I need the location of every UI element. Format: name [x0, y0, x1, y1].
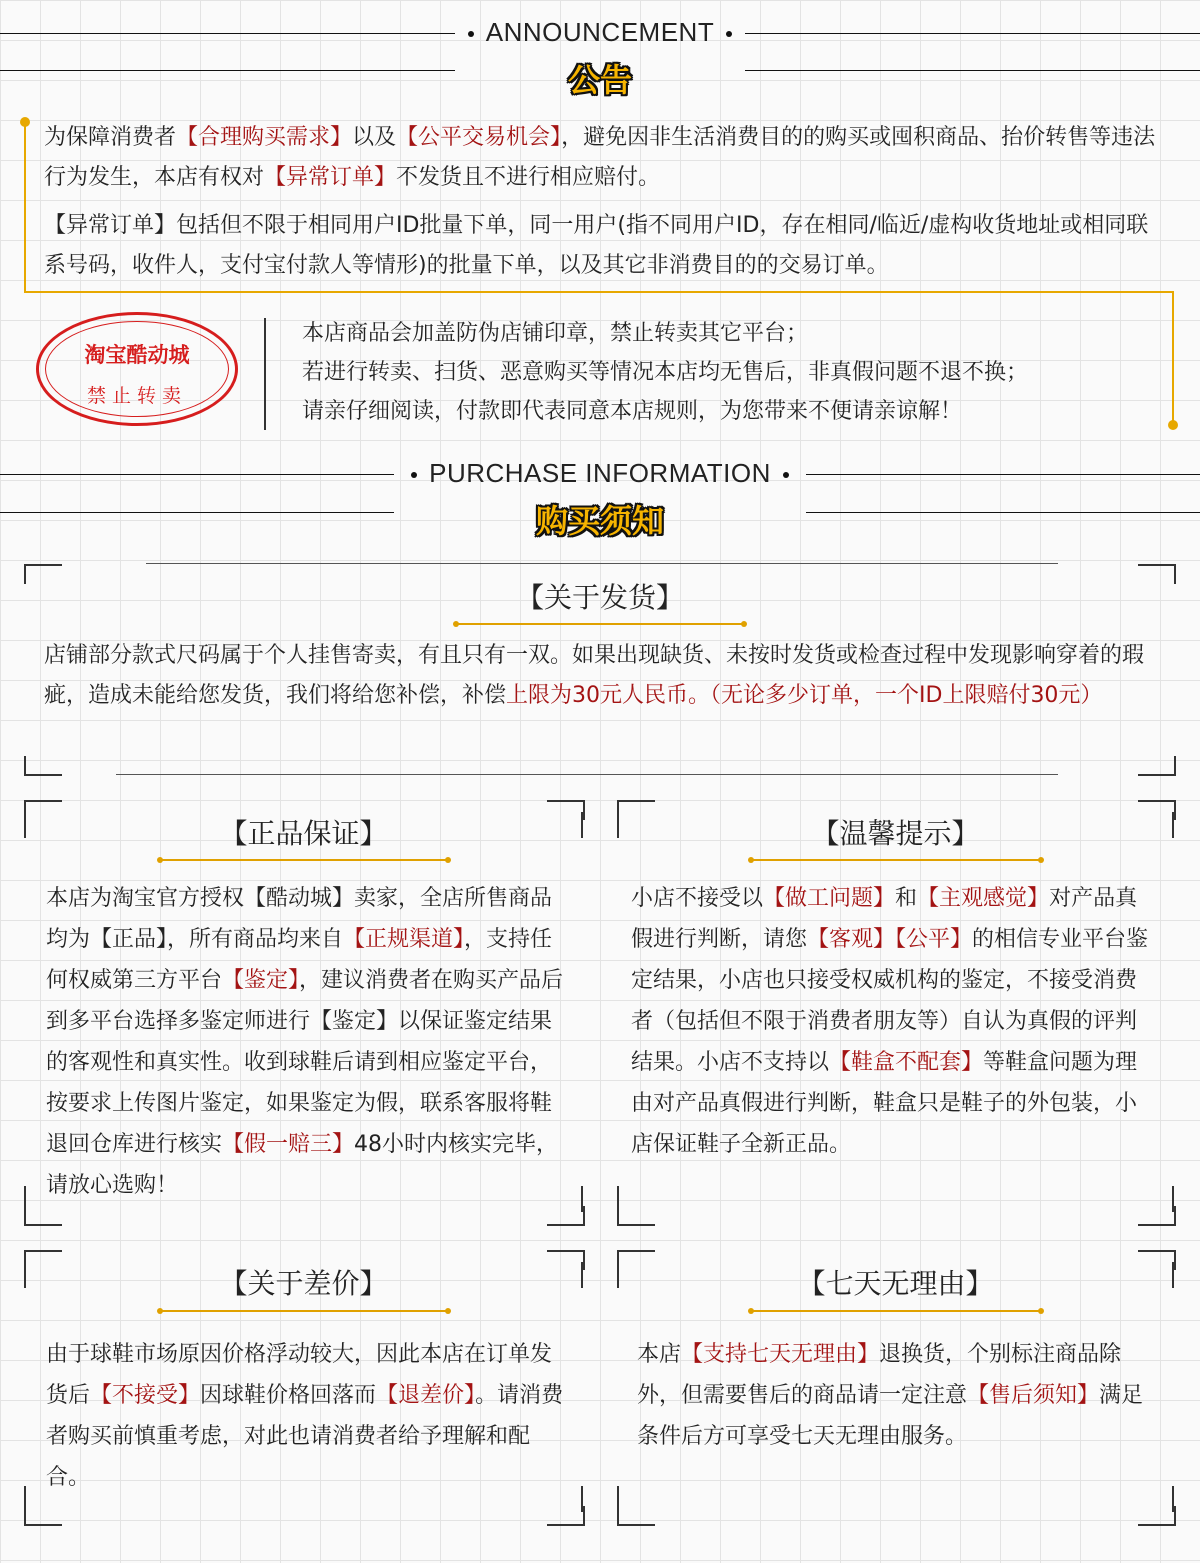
- box-side-tick: [24, 1486, 26, 1512]
- announcement-paragraph-2: 【异常订单】包括但不限于相同用户ID批量下单，同一用户(指不同用户ID，存在相同/临近/虚构收货地址或相同联系号码，收件人，支付宝付款人等情形)的批量下单，以及其它非消费目的的交易订单。: [44, 213, 1149, 278]
- return-text: [637, 1334, 1159, 1457]
- tips-text: [631, 878, 1157, 1165]
- return-title: 【七天无理由】: [797, 1267, 994, 1300]
- bullet-dot-icon: [783, 472, 789, 478]
- body-text: 为保障消费者: [44, 125, 177, 150]
- gold-frame-left: [24, 124, 26, 292]
- body-text: 因球鞋价格回落而: [200, 1383, 377, 1408]
- title-underline: [751, 1310, 1041, 1312]
- body-text: 的相信专业平台鉴定结果，小店也只接受权威机构的鉴定，不接受消费者（包括但不限于消费者朋友等）自认为真假的评判结果。小店不支持以: [631, 927, 1149, 1075]
- authentic-text: [46, 878, 570, 1206]
- box-corner: [617, 1506, 655, 1526]
- box-side-tick: [24, 1186, 26, 1212]
- box-corner: [1138, 1206, 1176, 1226]
- body-text: 本店: [637, 1342, 682, 1367]
- highlight-text: 【支持七天无理由】: [681, 1342, 880, 1367]
- highlight-text: 上限为30元人民币。（无论多少订单，一个ID上限赔付30元）: [506, 683, 1103, 708]
- note-line: 请亲仔细阅读，付款即代表同意本店规则，为您带来不便请亲谅解！: [302, 399, 963, 424]
- announcement-title-en: ANNOUNCEMENT: [0, 17, 1200, 48]
- body-text: 。请消费者购买前慎重考虑，对此也请消费者给予理解和配合。: [46, 1383, 564, 1490]
- highlight-text: 【异常订单】: [264, 165, 397, 190]
- stamp-notes: [302, 314, 1162, 431]
- purchase-title-en: PURCHASE INFORMATION: [0, 458, 1200, 489]
- highlight-text: 【不接受】: [90, 1383, 201, 1408]
- bullet-dot-icon: [468, 31, 474, 37]
- announcement-paragraph-1: [44, 118, 1164, 198]
- stamp-line-1: 淘宝酷动城: [84, 343, 190, 367]
- body-text: 小店不接受以: [631, 886, 764, 911]
- highlight-text: 【退差价】: [376, 1383, 476, 1408]
- box-corner: [547, 1206, 585, 1226]
- highlight-text: 【公平交易机会】: [396, 125, 562, 150]
- stamp-divider: [264, 318, 266, 430]
- authentic-title: 【正品保证】: [219, 817, 388, 850]
- body-text: ，建议消费者在购买产品后到多平台选择多鉴定师进行【鉴定】以保证鉴定结果的客观性和真实性。收到球鞋后请到相应鉴定平台，按要求上传图片鉴定，如果鉴定为假，联系客服将鞋退回仓库进行核实: [46, 968, 564, 1157]
- box-side-tick: [617, 1486, 619, 1512]
- body-text: 本店为淘宝官方授权【酷动城】卖家，全店所售商品均为【正品】，所有商品均来自: [46, 886, 553, 952]
- bullet-dot-icon: [411, 472, 417, 478]
- tips-title: 【温馨提示】: [811, 817, 980, 850]
- box-side-tick: [581, 1486, 583, 1512]
- highlight-text: 【客观】【公平】: [807, 927, 973, 952]
- box-corner: [547, 1506, 585, 1526]
- announcement-title-cn: 公告: [567, 61, 632, 99]
- box-side-tick: [1172, 1486, 1174, 1512]
- title-underline: [751, 859, 1041, 861]
- body-text: 对产品真假进行判断，请您: [631, 886, 1138, 952]
- box-top-rule: [146, 563, 1058, 564]
- box-side-tick: [617, 1186, 619, 1212]
- box-corner: [24, 1506, 62, 1526]
- box-corner: [1138, 756, 1176, 776]
- price-title: 【关于差价】: [219, 1267, 388, 1300]
- stamp-line-2: 禁止转卖: [86, 385, 187, 407]
- body-text: 满足条件后方可享受七天无理由服务。: [637, 1383, 1144, 1449]
- title-underline: [160, 859, 448, 861]
- note-line: 若进行转卖、扫货、恶意购买等情况本店均无售后，非真假问题不退不换；: [302, 360, 1029, 385]
- shipping-text: [44, 636, 1168, 716]
- body-text: 以及: [352, 125, 397, 150]
- gold-frame-right: [1172, 291, 1174, 425]
- note-line: 本店商品会加盖防伪店铺印章，禁止转卖其它平台；: [302, 321, 809, 346]
- gold-frame-bottom: [24, 291, 1174, 293]
- highlight-text: 【鞋盒不配套】: [829, 1050, 984, 1075]
- highlight-text: 【鉴定】: [222, 968, 300, 993]
- title-underline: [456, 623, 744, 625]
- body-text: 48小时内核实完毕，请放心选购！: [46, 1132, 559, 1198]
- highlight-text: 【正规渠道】: [343, 927, 465, 952]
- highlight-text: 【售后须知】: [967, 1383, 1100, 1408]
- box-corner: [617, 1206, 655, 1226]
- highlight-text: 【假一赔三】: [222, 1132, 355, 1157]
- box-side-tick: [581, 1186, 583, 1212]
- body-text: ，避免因非生活消费目的的购买或囤积商品、抬价转售等违法行为发生，本店有权对: [44, 125, 1156, 190]
- body-text: 等鞋盒问题为理由对产品真假进行判断，鞋盒只是鞋子的外包装，小店保证鞋子全新正品。: [631, 1050, 1138, 1157]
- box-side-tick: [1172, 1186, 1174, 1212]
- bullet-dot-icon: [726, 31, 732, 37]
- box-bottom-rule: [116, 774, 1058, 775]
- box-corner: [24, 1206, 62, 1226]
- box-corner: [24, 756, 62, 776]
- title-underline: [160, 1310, 448, 1312]
- anti-fake-stamp: [36, 312, 238, 426]
- gold-dot-icon: [20, 117, 30, 127]
- gold-dot-icon: [1168, 420, 1178, 430]
- body-text: 和: [895, 886, 918, 911]
- highlight-text: 【做工问题】: [763, 886, 896, 911]
- shipping-title: 【关于发货】: [515, 581, 684, 614]
- purchase-title-cn: 购买须知: [535, 502, 664, 540]
- body-text: 店铺部分款式尺码属于个人挂售寄卖，有且只有一双。如果出现缺货、未按时发货或检查过程中发现影响穿着的瑕疵，造成未能给您发货，我们将给您补偿，补偿: [44, 643, 1145, 708]
- box-corner: [1138, 1506, 1176, 1526]
- highlight-text: 【合理购买需求】: [176, 125, 353, 150]
- body-text: 退换货，个别标注商品除外，但需要售后的商品请一定注意: [637, 1342, 1122, 1408]
- price-text: [46, 1334, 570, 1498]
- body-text: 由于球鞋市场原因价格浮动较大，因此本店在订单发货后: [46, 1342, 553, 1408]
- body-text: ，支持任何权威第三方平台: [46, 927, 553, 993]
- highlight-text: 【主观感觉】: [917, 886, 1050, 911]
- body-text: 不发货且不进行相应赔付。: [396, 165, 661, 190]
